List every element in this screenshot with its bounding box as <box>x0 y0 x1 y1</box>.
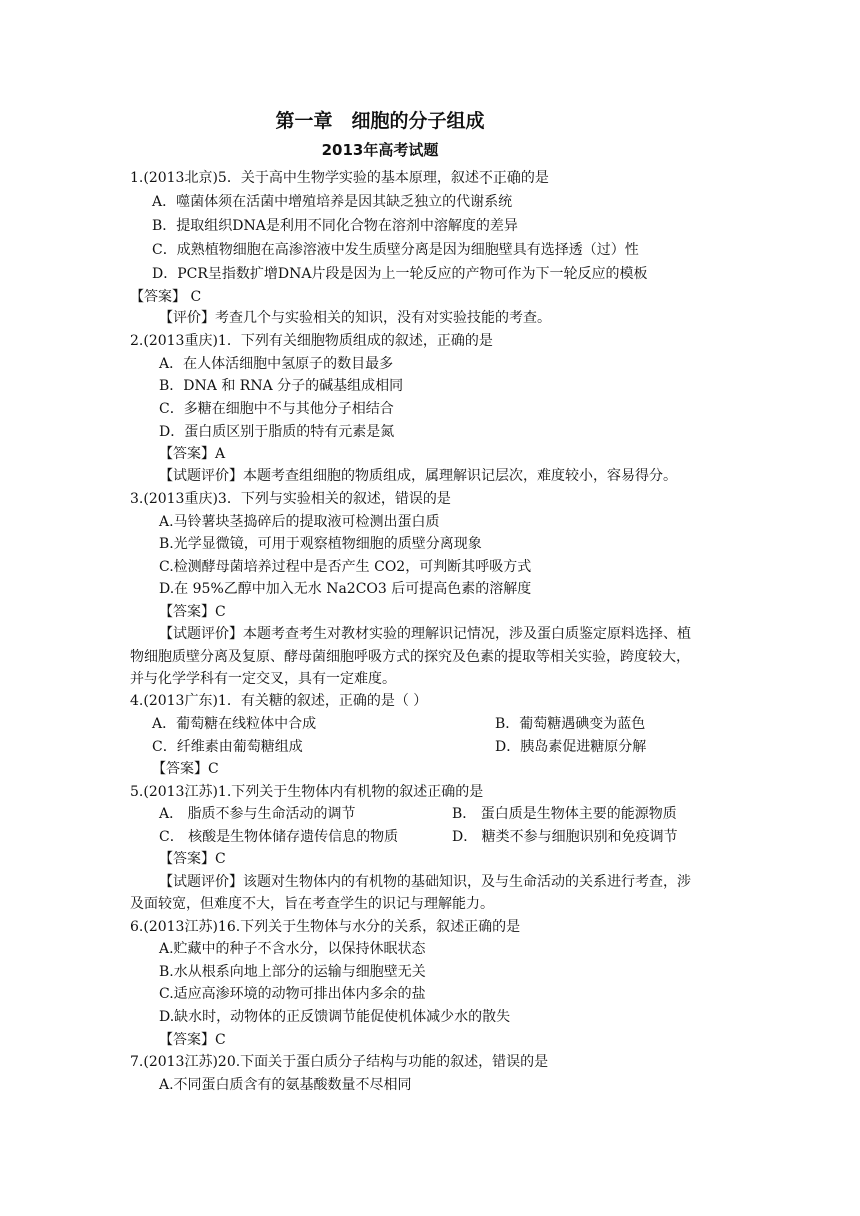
question-2-option-b: B．DNA 和 RNA 分子的碱基组成相同 <box>159 378 404 394</box>
question-6-option-d: D.缺水时，动物体的正反馈调节能促使机体减少水的散失 <box>159 1009 511 1025</box>
emphasis-char: 正 <box>492 170 507 186</box>
question-3-option-a: A.马铃薯块茎捣碎后的提取液可检测出蛋白质 <box>159 514 440 530</box>
question-4-option-a: A．葡萄糖在线粒体中合成 <box>152 716 317 732</box>
question-2-option-c: C．多糖在细胞中不与其他分子相结合 <box>159 401 394 417</box>
question-1-answer: 【答案】 C <box>130 289 202 305</box>
question-3-comment-line-3: 并与化学学科有一定交叉，具有一定难度。 <box>130 671 396 687</box>
question-1-option-b: B．提取组织DNA是利用不同化合物在溶剂中溶解度的差异 <box>152 218 518 234</box>
emphasis-char: 确 <box>506 170 521 186</box>
question-1-option-a: A．噬菌体须在活菌中增殖培养是因其缺乏独立的代谢系统 <box>152 194 513 210</box>
question-1-stem-text: 1.(2013北京)5．关于高中生物学实验的基本原理，叙述 <box>130 170 479 186</box>
question-3-comment-line-2: 物细胞质壁分离及复原、酵母菌细胞呼吸方式的探究及色素的提取等相关实验，跨度较大， <box>130 649 690 665</box>
question-6-stem: 6.(2013江苏)16.下列关于生物体与水分的关系，叙述正确的是 <box>130 919 521 935</box>
question-5-option-c: C． 核酸是生物体储存遗传信息的物质 <box>159 829 399 845</box>
question-3-option-b: B.光学显微镜，可用于观察植物细胞的质壁分离现象 <box>159 536 482 552</box>
chapter-title: 第一章 细胞的分子组成 <box>275 110 485 132</box>
question-3-stem: 3.(2013重庆)3．下列与实验相关的叙述，错误的是 <box>130 491 451 507</box>
question-3-comment-line-1: 【试题评价】本题考查考生对教材实验的理解识记情况，涉及蛋白质鉴定原料选择、植 <box>159 626 691 642</box>
question-5-comment-line-2: 及面较宽，但难度不大，旨在考查学生的识记与理解能力。 <box>130 896 494 912</box>
question-4-option-b: B．葡萄糖遇碘变为蓝色 <box>495 716 646 732</box>
question-2-option-a: A．在人体活细胞中氢原子的数目最多 <box>159 356 394 372</box>
question-4-answer: 【答案】C <box>152 761 219 777</box>
question-6-option-c: C.适应高渗环境的动物可排出体内多余的盐 <box>159 986 426 1002</box>
emphasis-char: 不 <box>478 170 493 186</box>
question-7-option-a: A.不同蛋白质含有的氨基酸数量不尽相同 <box>159 1077 412 1093</box>
question-5-option-a: A． 脂质不参与生命活动的调节 <box>159 806 356 822</box>
question-1-comment: 【评价】考查几个与实验相关的知识，没有对实验技能的考查。 <box>159 310 551 326</box>
question-5-answer: 【答案】C <box>159 851 226 867</box>
question-3-option-c: C.检测酵母菌培养过程中是否产生 CO2，可判断其呼吸方式 <box>159 559 532 575</box>
question-5-stem: 5.(2013江苏)1.下列关于生物体内有机物的叙述正确的是 <box>130 784 484 800</box>
question-6-option-b: B.水从根系向地上部分的运输与细胞壁无关 <box>159 964 426 980</box>
question-6-answer: 【答案】C <box>159 1032 226 1048</box>
question-4-option-d: D．胰岛素促进糖原分解 <box>495 739 647 755</box>
question-5-option-d: D． 糖类不参与细胞识别和免疫调节 <box>452 829 678 845</box>
question-5-comment-line-1: 【试题评价】该题对生物体内的有机物的基础知识，及与生命活动的关系进行考查，涉 <box>159 874 691 890</box>
question-2-answer: 【答案】A <box>159 446 226 462</box>
question-1-stem-end: 的是 <box>520 170 549 186</box>
question-3-option-d: D.在 95%乙醇中加入无水 Na2CO3 后可提高色素的溶解度 <box>159 581 532 597</box>
question-5-option-b: B． 蛋白质是生物体主要的能源物质 <box>452 806 677 822</box>
question-2-comment: 【试题评价】本题考查组细胞的物质组成，属理解识记层次，难度较小，容易得分。 <box>159 468 677 484</box>
question-2-option-d: D．蛋白质区别于脂质的特有元素是氮 <box>159 424 395 440</box>
question-1-option-c: C．成熟植物细胞在高渗溶液中发生质壁分离是因为细胞壁具有选择透（过）性 <box>152 242 639 258</box>
question-1-option-d: D．PCR呈指数扩增DNA片段是因为上一轮反应的产物可作为下一轮反应的模板 <box>152 266 648 282</box>
question-1-stem <box>130 167 549 189</box>
question-6-option-a: A.贮藏中的种子不含水分，以保持休眠状态 <box>159 941 426 957</box>
question-7-stem: 7.(2013江苏)20.下面关于蛋白质分子结构与功能的叙述，错误的是 <box>130 1054 549 1070</box>
question-4-stem: 4.(2013广东)1．有关糖的叙述，正确的是（ ） <box>130 693 428 709</box>
question-3-answer: 【答案】C <box>159 604 226 620</box>
question-2-stem: 2.(2013重庆)1．下列有关细胞物质组成的叙述，正确的是 <box>130 333 493 349</box>
question-4-option-c: C．纤维素由葡萄糖组成 <box>152 739 303 755</box>
section-subtitle: 2013年高考试题 <box>321 141 439 159</box>
